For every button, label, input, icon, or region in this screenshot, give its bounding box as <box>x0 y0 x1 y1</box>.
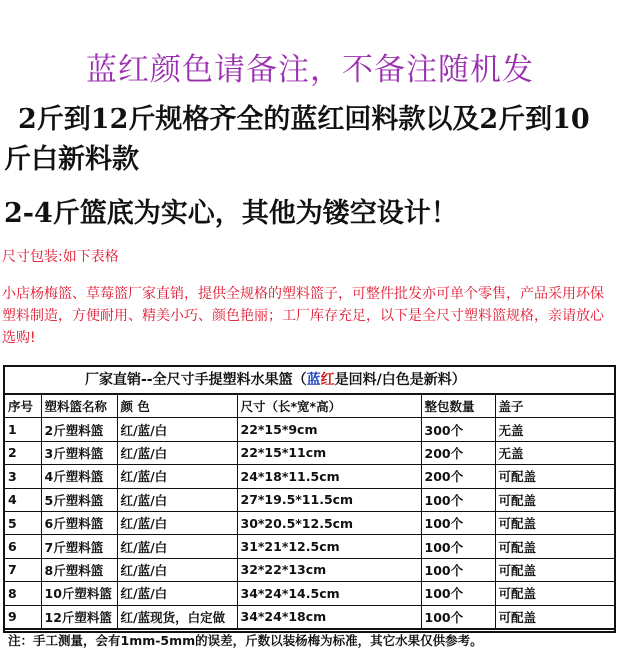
table-title-red: 红 <box>320 372 335 388</box>
cell-size: 22*15*11cm <box>237 441 421 464</box>
table-row <box>5 535 614 558</box>
cell-index: 9 <box>5 605 41 628</box>
cell-color: 红/蓝/白 <box>117 418 237 441</box>
cell-quantity: 100个 <box>421 582 495 605</box>
table-row <box>5 582 614 605</box>
cell-quantity: 100个 <box>421 488 495 511</box>
headline-line-1: 2斤到12斤规格齐全的蓝红回料款以及2斤到10 <box>18 104 590 135</box>
table-row <box>5 511 614 534</box>
cell-name: 4斤塑料篮 <box>41 465 117 488</box>
cell-name: 6斤塑料篮 <box>41 511 117 534</box>
cell-color: 红/蓝/白 <box>117 511 237 534</box>
header-index: 序号 <box>5 395 41 418</box>
table-row <box>5 465 614 488</box>
table-row <box>5 605 614 628</box>
cell-color: 红/蓝现货，白定做 <box>117 605 237 628</box>
cell-index: 3 <box>5 465 41 488</box>
cell-lid: 可配盖 <box>495 558 614 581</box>
cell-size: 27*19.5*11.5cm <box>237 488 421 511</box>
cell-lid: 无盖 <box>495 418 614 441</box>
cell-name: 5斤塑料篮 <box>41 488 117 511</box>
cell-name: 8斤塑料篮 <box>41 558 117 581</box>
cell-index: 1 <box>5 418 41 441</box>
headline-line-3: 2-4斤篮底为实心，其他为镂空设计！ <box>4 198 458 229</box>
cell-lid: 可配盖 <box>495 511 614 534</box>
cell-color: 红/蓝/白 <box>117 558 237 581</box>
table-title <box>5 367 614 394</box>
header-lid: 盖子 <box>495 395 614 418</box>
cell-color: 红/蓝/白 <box>117 535 237 558</box>
table-header-row <box>5 395 614 418</box>
cell-index: 5 <box>5 511 41 534</box>
cell-size: 24*18*11.5cm <box>237 465 421 488</box>
cell-quantity: 300个 <box>421 418 495 441</box>
header-name: 塑料篮名称 <box>41 395 117 418</box>
table-row <box>5 558 614 581</box>
table-body <box>5 418 614 629</box>
cell-index: 4 <box>5 488 41 511</box>
cell-index: 8 <box>5 582 41 605</box>
cell-color: 红/蓝/白 <box>117 465 237 488</box>
cell-index: 6 <box>5 535 41 558</box>
cell-lid: 无盖 <box>495 441 614 464</box>
table-row <box>5 488 614 511</box>
cell-size: 31*21*12.5cm <box>237 535 421 558</box>
table-note: 注：手工测量，会有1mm-5mm的误差，斤数以装杨梅为标准，其它水果仅供参考。 <box>5 629 614 652</box>
spec-table <box>3 365 616 648</box>
intro-paragraph: 小店杨梅篮、草莓篮厂家直销，提供全规格的塑料篮子，可整件批发亦可单个零售，产品采用环保塑料制造，方便耐用、精美小巧、颜色艳丽；工厂库存充足，以下是全尺寸塑料篮规格，亲请放心选购! <box>2 286 604 346</box>
cell-size: 30*20.5*12.5cm <box>237 511 421 534</box>
headline-line-2: 斤白新料款 <box>4 144 139 175</box>
cell-size: 22*15*9cm <box>237 418 421 441</box>
cell-lid: 可配盖 <box>495 465 614 488</box>
header-color: 颜 色 <box>117 395 237 418</box>
cell-name: 12斤塑料篮 <box>41 605 117 628</box>
cell-quantity: 200个 <box>421 441 495 464</box>
spec-grid <box>5 394 614 629</box>
cell-quantity: 100个 <box>421 558 495 581</box>
cell-name: 3斤塑料篮 <box>41 441 117 464</box>
size-label: 尺寸包装:如下表格 <box>2 249 119 265</box>
cell-size: 34*24*18cm <box>237 605 421 628</box>
table-row <box>5 418 614 441</box>
cell-color: 红/蓝/白 <box>117 441 237 464</box>
table-row <box>5 441 614 464</box>
cell-name: 7斤塑料篮 <box>41 535 117 558</box>
table-title-pre: 厂家直销--全尺寸手提塑料水果篮（ <box>85 372 307 388</box>
cell-index: 2 <box>5 441 41 464</box>
cell-lid: 可配盖 <box>495 488 614 511</box>
cell-lid: 可配盖 <box>495 582 614 605</box>
table-title-blue: 蓝 <box>306 372 321 388</box>
cell-index: 7 <box>5 558 41 581</box>
cell-name: 10斤塑料篮 <box>41 582 117 605</box>
cell-quantity: 200个 <box>421 465 495 488</box>
cell-lid: 可配盖 <box>495 535 614 558</box>
cell-name: 2斤塑料篮 <box>41 418 117 441</box>
cell-lid: 可配盖 <box>495 605 614 628</box>
cell-quantity: 100个 <box>421 535 495 558</box>
header-quantity: 整包数量 <box>421 395 495 418</box>
cell-size: 34*24*14.5cm <box>237 582 421 605</box>
header-size: 尺寸（长*宽*高） <box>237 395 421 418</box>
cell-quantity: 100个 <box>421 605 495 628</box>
cell-color: 红/蓝/白 <box>117 582 237 605</box>
cell-color: 红/蓝/白 <box>117 488 237 511</box>
banner-notice: 蓝红颜色请备注，不备注随机发 <box>86 52 534 88</box>
cell-quantity: 100个 <box>421 511 495 534</box>
cell-size: 32*22*13cm <box>237 558 421 581</box>
table-title-post: 是回料/白色是新料） <box>334 372 466 388</box>
